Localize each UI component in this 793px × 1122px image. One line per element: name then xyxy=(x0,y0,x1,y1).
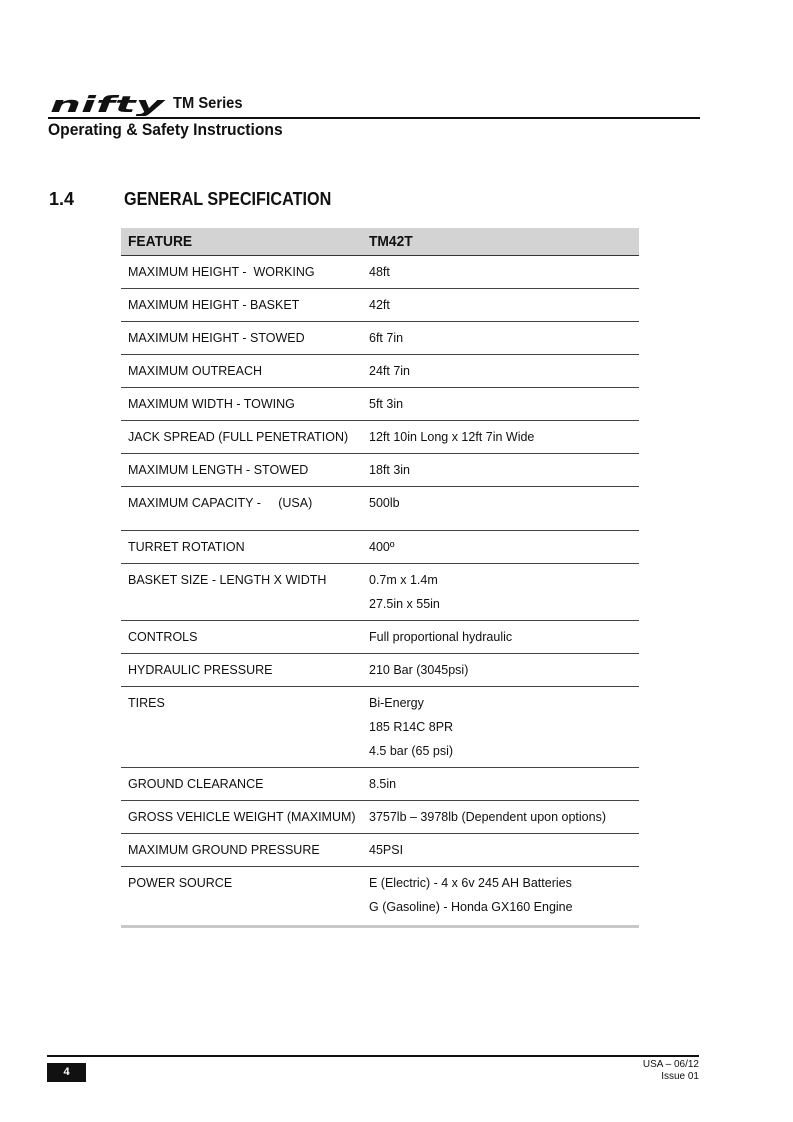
table-row xyxy=(121,388,639,421)
value-cell xyxy=(362,801,639,834)
feature-cell: GROUND CLEARANCE xyxy=(121,768,362,801)
value-line: 45PSI xyxy=(369,843,404,857)
nifty-logo xyxy=(48,94,168,116)
feature-cell: CONTROLS xyxy=(121,621,362,654)
table-row xyxy=(121,289,639,322)
header-rule xyxy=(48,117,700,119)
feature-cell: POWER SOURCE xyxy=(121,867,362,927)
value-line: 48ft xyxy=(369,265,390,279)
value-cell xyxy=(362,322,639,355)
feature-cell: MAXIMUM HEIGHT - WORKING xyxy=(121,256,362,289)
footer-issue: Issue 01 xyxy=(661,1071,699,1082)
value-line: 400º xyxy=(369,540,395,554)
table-row xyxy=(121,256,639,289)
table-row xyxy=(121,531,639,564)
feature-cell: MAXIMUM LENGTH - STOWED xyxy=(121,454,362,487)
document-title: Operating & Safety Instructions xyxy=(48,120,283,139)
table-row xyxy=(121,834,639,867)
value-cell xyxy=(362,454,639,487)
value-line: 27.5in x 55in xyxy=(369,597,440,611)
page-header xyxy=(48,92,700,139)
feature-cell: MAXIMUM HEIGHT - STOWED xyxy=(121,322,362,355)
table-row xyxy=(121,654,639,687)
table-row xyxy=(121,421,639,454)
table-row xyxy=(121,487,639,531)
value-cell xyxy=(362,564,639,621)
value-line: 12ft 10in Long x 12ft 7in Wide xyxy=(369,430,535,444)
value-line: 0.7m x 1.4m xyxy=(369,573,438,587)
value-line: Full proportional hydraulic xyxy=(369,630,513,644)
column-header-model: TM42T xyxy=(362,228,639,256)
feature-cell: HYDRAULIC PRESSURE xyxy=(121,654,362,687)
value-cell xyxy=(362,355,639,388)
series-title: TM Series xyxy=(173,95,243,112)
feature-cell: BASKET SIZE - LENGTH X WIDTH xyxy=(121,564,362,621)
table-row xyxy=(121,322,639,355)
feature-cell: MAXIMUM GROUND PRESSURE xyxy=(121,834,362,867)
value-cell xyxy=(362,421,639,454)
table-row xyxy=(121,621,639,654)
table-header-row xyxy=(121,228,639,256)
table-row xyxy=(121,564,639,621)
value-line: G (Gasoline) - Honda GX160 Engine xyxy=(369,900,573,914)
table-row xyxy=(121,801,639,834)
table-row xyxy=(121,454,639,487)
value-line: 6ft 7in xyxy=(369,331,404,345)
table-row xyxy=(121,687,639,768)
table-body xyxy=(121,256,639,927)
footer-meta xyxy=(643,1059,699,1083)
value-cell xyxy=(362,487,639,531)
footer-region-date: USA – 06/12 xyxy=(642,1059,699,1070)
value-line: 500lb xyxy=(369,496,400,510)
table-row xyxy=(121,768,639,801)
value-line: Bi-Energy xyxy=(369,696,424,710)
feature-cell: MAXIMUM CAPACITY - (USA) xyxy=(121,487,362,531)
value-cell xyxy=(362,834,639,867)
table-row xyxy=(121,355,639,388)
value-line: 5ft 3in xyxy=(369,397,404,411)
value-cell xyxy=(362,654,639,687)
value-cell xyxy=(362,687,639,768)
page-number: 4 xyxy=(47,1063,86,1082)
feature-cell: MAXIMUM HEIGHT - BASKET xyxy=(121,289,362,322)
value-cell xyxy=(362,256,639,289)
table-row xyxy=(121,867,639,927)
feature-cell: TIRES xyxy=(121,687,362,768)
column-header-feature: FEATURE xyxy=(121,228,362,256)
value-line: 42ft xyxy=(369,298,390,312)
value-cell xyxy=(362,388,639,421)
feature-cell: GROSS VEHICLE WEIGHT (MAXIMUM) xyxy=(121,801,362,834)
value-line: 8.5in xyxy=(369,777,397,791)
value-cell xyxy=(362,531,639,564)
logo-wordmark: nifty xyxy=(50,94,168,116)
value-line: 3757lb – 3978lb (Dependent upon options) xyxy=(369,810,606,824)
value-cell xyxy=(362,867,639,927)
footer-rule xyxy=(47,1055,699,1057)
value-line: 18ft 3in xyxy=(369,463,411,477)
value-cell xyxy=(362,768,639,801)
value-line: 210 Bar (3045psi) xyxy=(369,663,469,677)
feature-cell: MAXIMUM OUTREACH xyxy=(121,355,362,388)
section-number: 1.4 xyxy=(49,189,75,209)
brand-row xyxy=(48,92,700,117)
value-line: 24ft 7in xyxy=(369,364,411,378)
value-line: E (Electric) - 4 x 6v 245 AH Batteries xyxy=(369,876,572,890)
value-line: 4.5 bar (65 psi) xyxy=(369,744,454,758)
feature-cell: JACK SPREAD (FULL PENETRATION) xyxy=(121,421,362,454)
value-cell xyxy=(362,621,639,654)
section-title: GENERAL SPECIFICATION xyxy=(124,189,332,209)
value-line: 185 R14C 8PR xyxy=(369,720,454,734)
feature-cell: TURRET ROTATION xyxy=(121,531,362,564)
value-cell xyxy=(362,289,639,322)
feature-cell: MAXIMUM WIDTH - TOWING xyxy=(121,388,362,421)
specification-table xyxy=(121,228,639,928)
